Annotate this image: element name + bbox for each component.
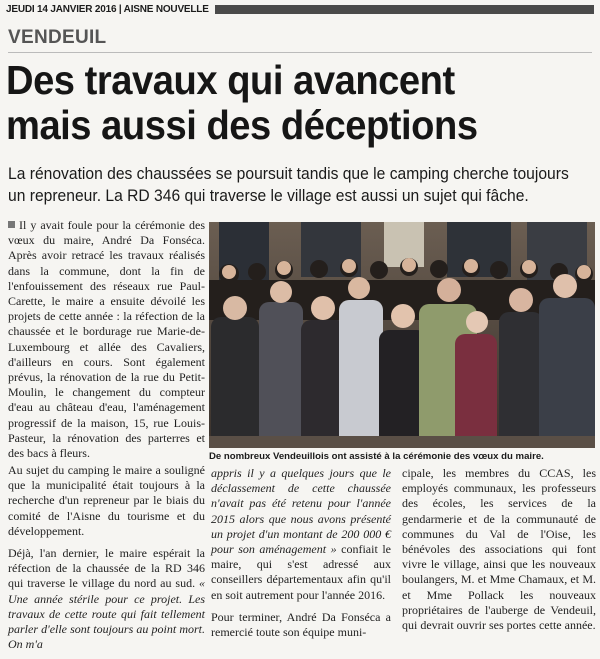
headline-line-1: Des travaux qui avancent [6, 57, 455, 103]
body-column-3 [402, 466, 596, 640]
body-paragraph-3 [8, 546, 205, 652]
article-headline [6, 58, 557, 148]
mayor-quote-part-2: appris il y a quelques jours que le déclassement de cette chaussée n'avait pas été retenu pour l'année 2015 alors que nous avons présenté un projet d'un montant de 200 000 € pour son aménagement » [211, 466, 391, 557]
body-paragraph-6: cipale, les membres du CCAS, les employés communaux, les professeurs des écoles, les services de la gendarmerie et de la communauté de communes du Val de l'Oise, les bénévoles des associations qui font vivre le village, ainsi que les nouveaux boulangers, M. et Mme Chamaux, et M. et Mme Pollack les nouveaux propriétaires de l'auberge de Vendeuil, qui devrait ouvrir ses portes cette année. [402, 466, 596, 633]
body-paragraph-4 [211, 466, 391, 603]
ceremony-photo [209, 222, 595, 448]
kicker-divider [8, 52, 592, 53]
body-paragraph-1 [8, 218, 205, 461]
body-paragraph-3-text: Déjà, l'an dernier, le maire espérait la réfection de la chaussée de la RD 346 qui traverse le village du nord au sud. [8, 546, 205, 591]
body-column-1 [8, 218, 205, 468]
paragraph-bullet-icon [8, 221, 15, 228]
mayor-quote-part-1: « Une année stérile pour ce projet. Les travaux de cette route qui fait tellement parler d'elle sont toujours au point mort. On m'a [8, 576, 205, 652]
header-date-section: JEUDI 14 JANVIER 2016 | AISNE NOUVELLE [6, 3, 209, 15]
body-paragraph-5: Pour terminer, André Da Fonséca a remercié toute son équipe muni- [211, 609, 391, 640]
body-column-1-lower [8, 463, 205, 659]
header-rule [215, 5, 594, 14]
body-paragraph-4-text: confiait le maire, qui s'est adressé aux conseillers départementaux afin qu'il en soit autrement pour l'année 2016. [211, 542, 392, 602]
headline-line-2: mais aussi des déceptions [6, 102, 478, 148]
body-paragraph-2: Au sujet du camping le maire a souligné que la municipalité était toujours à la recherche d'un repreneur par le biais du comité de l'Aisne du tourisme et du développement. [8, 463, 205, 538]
section-kicker: VENDEUIL [8, 27, 107, 48]
body-column-2 [211, 466, 391, 647]
body-paragraph-1-text: Il y avait foule pour la cérémonie des vœux du maire, André Da Fonséca. Après avoir retracé les travaux réalisés dans la commune, dont la fin de l'enfouissement des réseaux rue Paul-Carette, le maire a ensuite dévoilé les projets de cette année : la réfection de la chaussée et le bordurage rue Marie-de-Luxembourg et allée des Cavaliers, d'ailleurs en cours. Sont également prévus, la rénovation de la rue du Petit-Moulin, le changement du compteur d'eau au château d'eau, l'aménagement progressif de la maison, 15, rue Louis-Pasteur, la rénovation des parterres et des bacs à fleurs. [8, 218, 205, 461]
photo-caption: De nombreux Vendeuillois ont assisté à la cérémonie des vœux du maire. [209, 451, 544, 462]
page-header [6, 3, 594, 15]
article-standfirst: La rénovation des chaussées se poursuit tandis que le camping cherche toujours un repreneur. La RD 346 qui traverse le village est aussi un sujet qui fâche. [8, 164, 569, 205]
